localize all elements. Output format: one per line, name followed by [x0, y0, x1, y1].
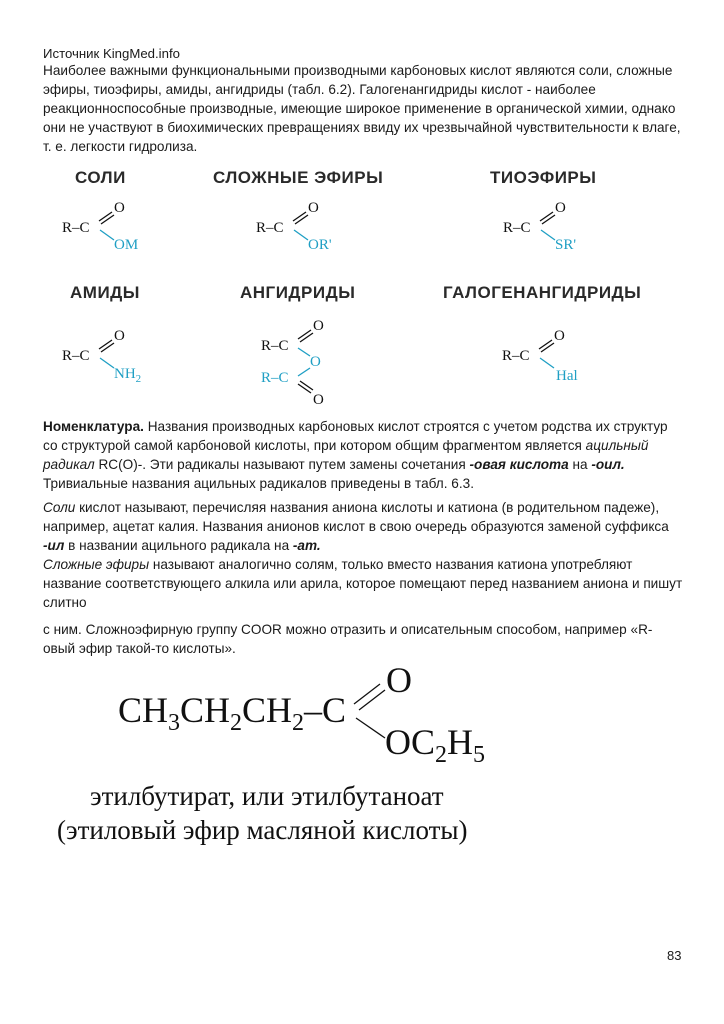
svg-text:O: O: [313, 318, 324, 334]
ethyl-butyrate-figure: [0, 662, 724, 852]
amide-structure: [62, 328, 141, 385]
salts-paragraph: Соли кислот называют, перечисляя названия аниона кислоты и катиона (в родительном падеже), например, ацетат калия. Названия анионов кислот в свою очередь образуются заменой суффикса -ил в названии ацильного радикала на -ат. Сложные эфиры называют аналогично солям, только вместо названия катиона употребляют название соответствующего алкила или арила, которое помещают перед названием аниона и пишут слитно: [43, 500, 683, 610]
svg-text:OC2H5: $OC_2H_5$: [385, 722, 486, 768]
svg-text:R–C: R–C: [62, 220, 90, 236]
svg-text:O: O: [310, 354, 321, 370]
label-salts: СОЛИ: [75, 168, 126, 187]
label-anhydrides: АНГИДРИДЫ: [240, 283, 356, 302]
nomenclature-term: Номенклатура.: [43, 419, 144, 434]
label-thioesters: ТИОЭФИРЫ: [490, 168, 597, 187]
svg-text:O: O: [554, 328, 565, 344]
svg-text:R–C: R–C: [256, 220, 284, 236]
svg-text:(этиловый эфир масляной кислот: (этиловый эфир масляной кислоты): [57, 815, 468, 845]
page-number: 83: [667, 948, 682, 963]
salt-structure: [62, 200, 138, 253]
svg-text:этилбутират, или этилбутаноат: этилбутират, или этилбутаноат: [90, 781, 444, 811]
svg-text:NH2: $NH_2$: [114, 366, 142, 385]
svg-text:OM: OM: [114, 237, 139, 253]
svg-text:O: O: [555, 200, 566, 216]
svg-text:O: O: [386, 662, 412, 700]
svg-text:O: O: [114, 200, 125, 216]
continuation-paragraph: с ним. Сложноэфирную группу COOR можно отразить и описательным способом, например «R-овый эфир такой-то кислоты».: [43, 622, 653, 656]
label-esters: СЛОЖНЫЕ ЭФИРЫ: [213, 168, 384, 187]
nomenclature-paragraph: Номенклатура. Названия производных карбоновых кислот строятся с учетом родства их структур со структурой самой карбоновой кислоты, при котором общим фрагментом является ацильный радикал RC(O)-. Эти радикалы называют путем замены сочетания -овая кислота на -оил. Тривиальные названия ацильных радикалов приведены в табл. 6.3.: [43, 419, 668, 491]
thioester-structure: [503, 200, 576, 253]
svg-text:R–C: R–C: [261, 338, 289, 354]
derivatives-figure: [0, 160, 724, 420]
intro-paragraph: Наиболее важными функциональными производными карбоновых кислот являются соли, сложные эфиры, тиоэфиры, амиды, ангидриды (табл. 6.2). Галогенангидриды кислот - наиболее реакционноспособные производные, имеющие широкое применение в органической химии, однако они не участвуют в биохимических превращениях ввиду их чрезвычайной чувствительности к влаге, т. е. легкости гидролиза.: [43, 63, 681, 154]
svg-text:R–C: R–C: [503, 220, 531, 236]
source-line: Источник KingMed.info: [43, 46, 180, 61]
svg-text:SR': SR': [555, 237, 577, 253]
svg-text:O: O: [308, 200, 319, 216]
svg-text:Hal: Hal: [556, 368, 578, 384]
svg-text:OR': OR': [308, 237, 332, 253]
svg-text:CH3CH2CH2–C: $CH_3CH_2CH_2-C$: [118, 690, 347, 736]
svg-text:O: O: [313, 392, 324, 408]
label-acyl-halides: ГАЛОГЕНАНГИДРИДЫ: [443, 283, 642, 302]
svg-text:R–C: R–C: [261, 370, 289, 386]
acyl-halide-structure: [502, 328, 578, 384]
ester-structure: [256, 200, 332, 253]
svg-text:R–C: R–C: [62, 348, 90, 364]
svg-text:O: O: [114, 328, 125, 344]
svg-text:R–C: R–C: [502, 348, 530, 364]
anhydride-structure: [261, 318, 324, 408]
label-amides: АМИДЫ: [70, 283, 140, 302]
